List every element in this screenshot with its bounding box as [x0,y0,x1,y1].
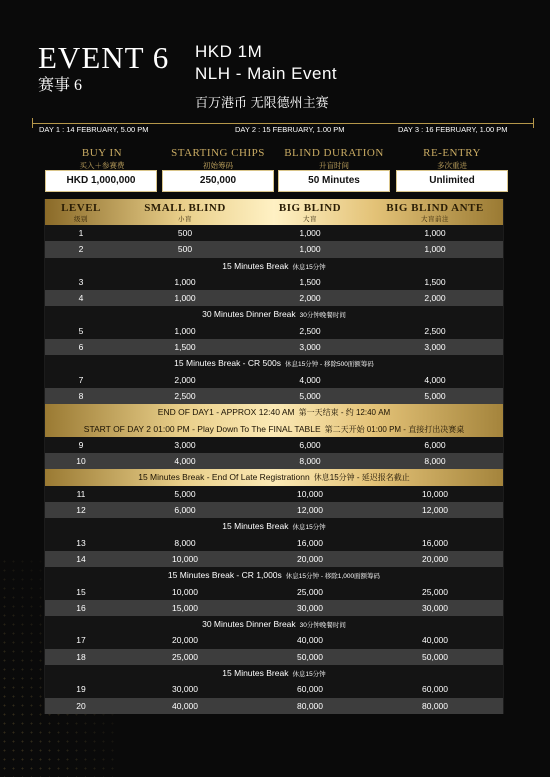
big-blind-cell: 30,000 [297,602,323,613]
header-level-en: LEVEL [61,202,101,214]
big-blind-cell: 8,000 [299,456,321,467]
table-row [45,290,503,306]
big-blind-cell: 4,000 [299,374,321,385]
big-blind-cell: 10,000 [297,488,323,499]
table-row [45,649,503,665]
small-blind-cell: 1,500 [174,342,196,353]
big-blind-cell: 50,000 [297,651,323,662]
break-text [45,421,503,438]
break-text-en: 15 Minutes Break [222,668,289,679]
break-text [45,469,503,486]
event-amount: HKD 1M [195,42,263,61]
small-blind-cell: 15,000 [172,602,198,613]
event-title: EVENT 6 [38,40,170,75]
ante-cell: 2,500 [424,325,446,336]
level-cell: 1 [78,228,84,238]
level-cell: 10 [76,456,86,467]
level-cell: 8 [78,390,84,401]
table-row [45,632,503,648]
break-text-cn: 休息15分钟 [292,263,326,271]
table-row [45,388,503,404]
reentry-value: Unlimited [396,170,508,192]
level-cell: 18 [76,651,86,662]
buyin-value: HKD 1,000,000 [45,170,157,192]
header-big-blind-en: BIG BLIND [278,202,342,214]
day-marker-row [45,469,503,485]
break-text-cn: 第二天开始 01:00 PM - 直接打出决赛桌 [324,424,465,434]
big-blind-cell: 3,000 [299,342,321,353]
small-blind-cell: 4,000 [174,456,196,467]
ante-cell: 60,000 [422,684,448,695]
break-text-en: 15 Minutes Break [222,521,289,532]
level-cell: 16 [76,602,86,613]
table-row [45,241,503,257]
level-cell: 14 [76,553,86,564]
header-level-cn: 级别 [74,216,88,223]
small-blind-cell: 10,000 [172,586,198,597]
day-marker-row [45,404,503,420]
big-blind-cell: 60,000 [297,684,323,695]
big-blind-cell: 1,000 [299,228,321,238]
level-cell: 15 [76,586,86,597]
table-header [45,199,503,225]
big-blind-cell: 1,500 [299,276,321,287]
level-cell: 17 [76,635,86,646]
ante-cell: 10,000 [422,488,448,499]
reentry-label-cn: 多次重进 [437,161,467,170]
ante-cell: 3,000 [424,342,446,353]
ante-cell: 5,000 [424,390,446,401]
ante-cell: 25,000 [422,586,448,597]
ante-cell: 8,000 [424,456,446,467]
ante-cell: 1,000 [424,228,446,238]
big-blind-cell: 2,000 [299,293,321,304]
level-cell: 3 [78,276,84,287]
table-row [45,551,503,567]
table-row [45,274,503,290]
ante-cell: 50,000 [422,651,448,662]
ante-cell: 12,000 [422,505,448,516]
break-text-cn: 休息15分钟 [292,671,326,679]
table-row [45,372,503,388]
break-text-cn: 30分钟晚餐时间 [299,622,346,630]
header-ante-cn: 大盲前注 [421,216,449,223]
ante-cell: 40,000 [422,635,448,646]
chips-label: STARTING CHIPS [171,147,265,159]
break-text-en: END OF DAY1 - APPROX 12:40 AM [157,407,295,418]
event-title-cn: 赛事 6 [38,77,83,94]
small-blind-cell: 2,500 [174,390,196,401]
day-2-label: DAY 2 : 15 FEBRUARY, 1.00 PM [232,125,348,134]
ante-cell: 1,000 [424,244,446,255]
table-row [45,225,503,241]
small-blind-cell: 3,000 [174,439,196,450]
break-row [45,518,503,534]
big-blind-cell: 20,000 [297,553,323,564]
big-blind-cell: 6,000 [299,439,321,450]
small-blind-cell: 1,000 [174,293,196,304]
level-cell: 20 [76,700,86,711]
small-blind-cell: 1,000 [174,276,196,287]
table-row [45,339,503,355]
day-marker-row [45,421,503,437]
level-cell: 7 [78,374,84,385]
table-body [45,225,503,714]
table-row [45,323,503,339]
table-row [45,486,503,502]
break-text-en: 15 Minutes Break - CR 1,000s [167,570,282,581]
break-text-en: 15 Minutes Break - CR 500s [174,358,281,369]
break-row [45,567,503,583]
small-blind-cell: 10,000 [172,553,198,564]
table-row [45,584,503,600]
timeline-tick [533,118,534,128]
header-small-blind [125,202,245,223]
small-blind-cell: 30,000 [172,684,198,695]
header-big-blind-cn: 大盲 [303,216,317,223]
ante-cell: 80,000 [422,700,448,711]
table-row [45,600,503,616]
level-cell: 4 [78,293,84,304]
header-ante-en: BIG BLIND ANTE [386,202,484,214]
break-text-cn: 休息15分钟 - 移除1,000面额筹码 [285,573,381,581]
small-blind-cell: 500 [177,244,193,255]
ante-cell: 2,000 [424,293,446,304]
break-row [45,355,503,371]
event-name: NLH - Main Event [195,64,338,83]
chips-label-cn: 初始筹码 [203,161,233,170]
table-row [45,502,503,518]
ante-cell: 6,000 [424,439,446,450]
level-cell: 19 [76,684,86,695]
level-cell: 5 [78,325,84,336]
break-text-en: 30 Minutes Dinner Break [202,619,296,630]
small-blind-cell: 500 [177,228,193,238]
break-text [45,404,503,421]
header-level [51,202,111,223]
day-3-label: DAY 3 : 16 FEBRUARY, 1.00 PM [395,125,511,134]
table-row [45,681,503,697]
big-blind-cell: 12,000 [297,505,323,516]
level-cell: 9 [78,439,84,450]
table-row [45,698,503,714]
small-blind-cell: 20,000 [172,635,198,646]
table-row [45,453,503,469]
blind-duration-label: BLIND DURATION [284,147,384,159]
ante-cell: 1,500 [424,276,446,287]
break-text-cn: 休息15分钟 - 移除500面额筹码 [284,361,374,369]
ante-cell: 16,000 [422,537,448,548]
break-text-en: 30 Minutes Dinner Break [202,309,296,320]
break-row [45,665,503,681]
blind-duration-label-cn: 升盲时间 [319,161,349,170]
break-row [45,616,503,632]
break-row [45,258,503,274]
small-blind-cell: 25,000 [172,651,198,662]
small-blind-cell: 40,000 [172,700,198,711]
header-ante [365,202,505,223]
small-blind-cell: 5,000 [174,488,196,499]
break-text-cn: 休息15分钟 [292,524,326,532]
buyin-label: BUY IN [81,147,123,159]
header-small-blind-cn: 小盲 [178,216,192,223]
level-cell: 11 [76,488,86,499]
header-big-blind [245,202,375,223]
header-small-blind-en: SMALL BLIND [144,202,226,214]
break-text-cn: 30分钟晚餐时间 [299,312,346,320]
level-cell: 6 [78,342,84,353]
reentry-label: RE-ENTRY [423,147,481,159]
break-row [45,306,503,322]
small-blind-cell: 2,000 [174,374,196,385]
break-text-en: START OF DAY 2 01:00 PM - Play Down To The FINAL TABLE [83,423,321,434]
big-blind-cell: 1,000 [299,244,321,255]
level-cell: 13 [76,537,86,548]
big-blind-cell: 25,000 [297,586,323,597]
event-name-cn: 百万港币 无限德州主赛 [195,95,329,110]
big-blind-cell: 40,000 [297,635,323,646]
break-text-en: 15 Minutes Break - End Of Late Registrationn [138,472,310,483]
buyin-label-cn: 买入＋参赛费 [79,161,125,170]
blind-duration-value: 50 Minutes [278,170,390,192]
break-text-en: 15 Minutes Break [222,260,289,271]
small-blind-cell: 6,000 [174,505,196,516]
ante-cell: 30,000 [422,602,448,613]
big-blind-cell: 2,500 [299,325,321,336]
day-1-label: DAY 1 : 14 FEBRUARY, 5.00 PM [36,125,152,134]
small-blind-cell: 1,000 [174,325,196,336]
big-blind-cell: 5,000 [299,390,321,401]
big-blind-cell: 16,000 [297,537,323,548]
break-text-cn: 第一天结束 - 约 12:40 AM [298,408,391,418]
level-cell: 2 [78,244,84,255]
table-row [45,437,503,453]
big-blind-cell: 80,000 [297,700,323,711]
table-row [45,535,503,551]
level-cell: 12 [76,505,86,516]
break-text-cn: 休息15分钟 - 延迟报名截止 [313,473,410,483]
ante-cell: 4,000 [424,374,446,385]
ante-cell: 20,000 [422,553,448,564]
blind-structure-table [44,199,504,714]
timeline-tick [32,118,33,128]
chips-value: 250,000 [162,170,274,192]
small-blind-cell: 8,000 [174,537,196,548]
